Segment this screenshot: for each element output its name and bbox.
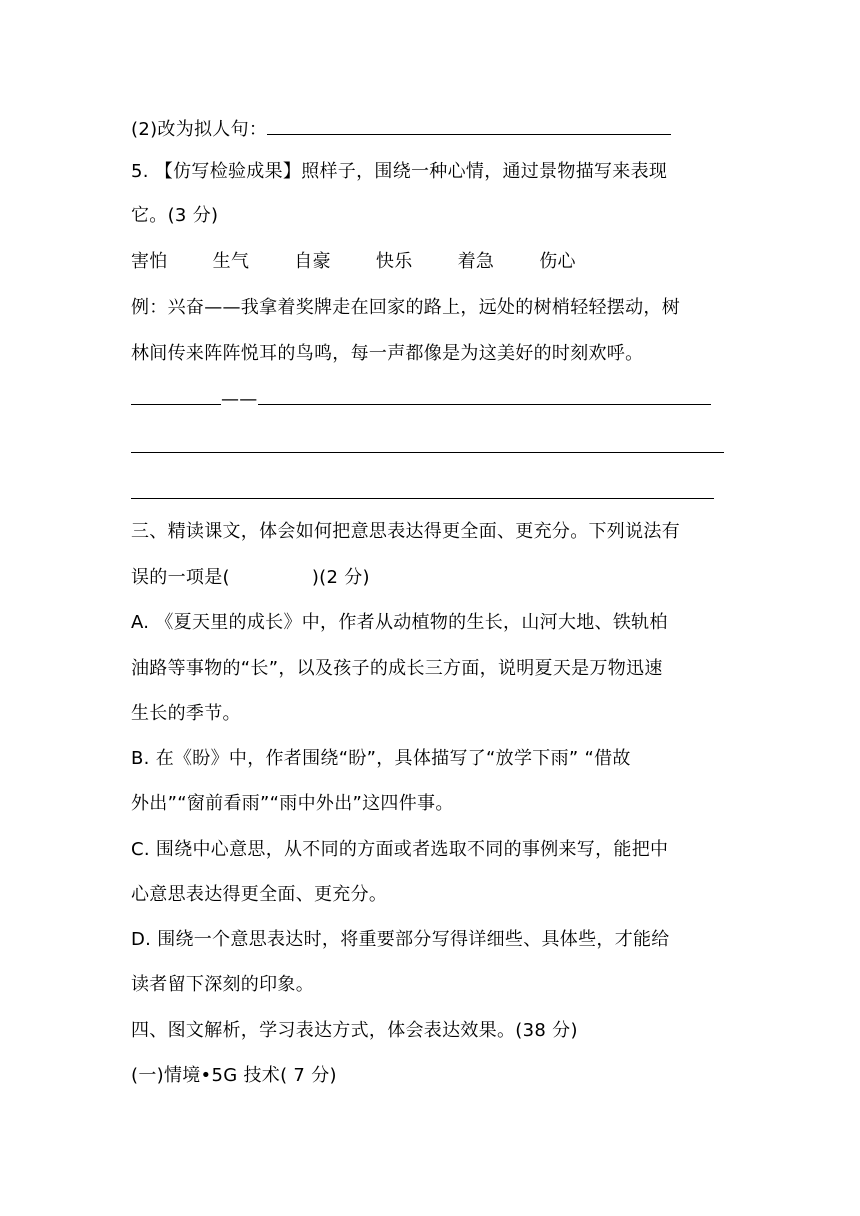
- option-c-line1: C. 围绕中心意思，从不同的方面或者选取不同的事例来写，能把中: [131, 839, 669, 860]
- q5-answer-line1: [131, 386, 711, 412]
- option-a-line2: 油路等事物的“长”，以及孩子的成长三方面，说明夏天是万物迅速: [131, 658, 663, 679]
- q5-prompt-line1: 5. 【仿写检验成果】照样子，围绕一种心情，通过景物描写来表现: [131, 161, 668, 182]
- mood-word: 自豪: [294, 251, 331, 272]
- q5-answer-line3: [131, 480, 714, 506]
- option-b-line2: 外出”“窗前看雨”“雨中外出”这四件事。: [131, 793, 454, 814]
- answer-blank[interactable]: [258, 386, 711, 405]
- option-c-line2: 心意思表达得更全面、更充分。: [131, 884, 388, 905]
- q5-prompt-line2: 它。(3 分): [131, 205, 219, 226]
- option-a-line1: A. 《夏天里的成长》中，作者从动植物的生长，山河大地、铁轨柏: [131, 612, 668, 633]
- option-d-line2: 读者留下深刻的印象。: [131, 974, 314, 995]
- mood-word: 害怕: [131, 251, 168, 272]
- mood-word: 着急: [457, 251, 495, 272]
- option-a-line3: 生长的季节。: [131, 703, 241, 724]
- dash-separator: ——: [221, 389, 258, 410]
- q4-2-line: [131, 116, 671, 142]
- section-4-title: 四、图文解析，学习表达方式，体会表达效果。(38 分): [131, 1020, 578, 1041]
- option-b-line1: B. 在《盼》中，作者围绕“盼”，具体描写了“放学下雨” “借故: [131, 748, 631, 769]
- q4-2-label: (2)改为拟人句：: [131, 119, 268, 140]
- mood-word: 快乐: [375, 251, 413, 272]
- option-d-line1: D. 围绕一个意思表达时，将重要部分写得详细些、具体些，才能给: [131, 929, 670, 950]
- q5-example-line2: 林间传来阵阵悦耳的鸟鸣，每一声都像是为这美好的时刻欢呼。: [131, 343, 644, 364]
- answer-blank[interactable]: [131, 480, 714, 499]
- s3-question-line2: [131, 566, 370, 590]
- mood-blank[interactable]: [131, 386, 221, 405]
- s3-question-line1: 三、精读课文，体会如何把意思表达得更全面、更充分。下列说法有: [131, 521, 680, 542]
- s3-question-text: 误的一项是(: [131, 567, 230, 588]
- q5-answer-line2: [131, 434, 724, 460]
- s3-score: )(2 分): [311, 567, 370, 588]
- mood-word-list: [131, 250, 576, 274]
- q5-example-line1: 例：兴奋——我拿着奖牌走在回家的路上，远处的树梢轻轻摆动，树: [131, 297, 680, 318]
- answer-blank[interactable]: [267, 116, 671, 135]
- mood-word: 生气: [212, 251, 250, 272]
- mood-word: 伤心: [539, 251, 576, 272]
- section-4-subtitle: (一)情境•5G 技术( 7 分): [131, 1065, 337, 1086]
- answer-blank[interactable]: [131, 434, 724, 453]
